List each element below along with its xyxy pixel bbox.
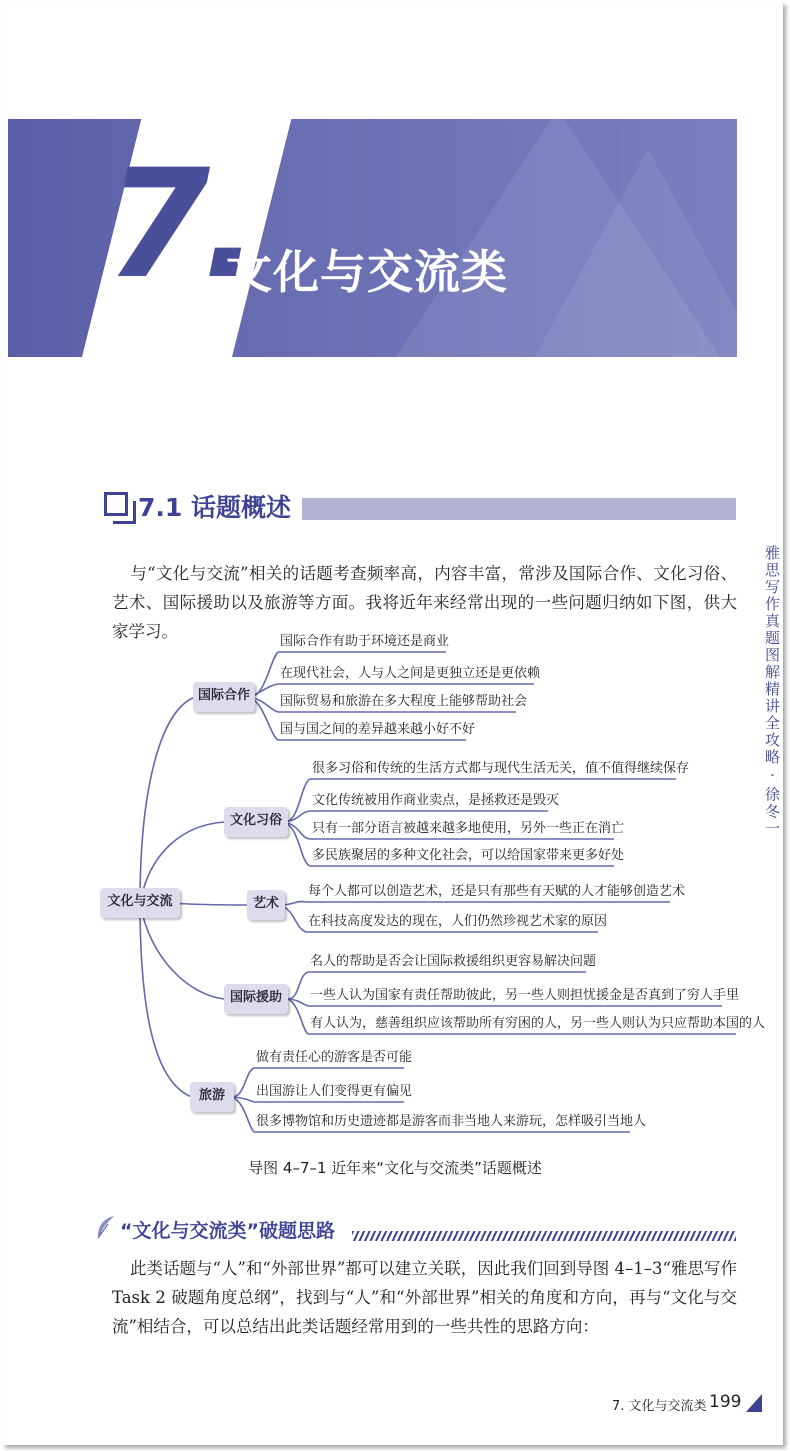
subsection-title: “文化与交流类”破题思路 xyxy=(120,1220,335,1242)
footer-chapter: 7. 文化与交流类 xyxy=(612,1399,707,1414)
subsection-hatch xyxy=(352,1231,736,1241)
section-bar xyxy=(302,498,736,520)
mindmap-leaf: 多民族聚居的多种文化社会，可以给国家带来更多好处 xyxy=(312,848,625,863)
chapter-title: 文化与交流类 xyxy=(226,245,508,299)
mindmap-branch: 文化习俗 xyxy=(224,807,288,837)
section-title: 7.1 话题概述 xyxy=(138,493,291,522)
feather-icon xyxy=(94,1214,118,1240)
mindmap-leaf: 国际贸易和旅游在多大程度上能够帮助社会 xyxy=(280,694,528,709)
mindmap-root: 文化与交流 xyxy=(100,888,180,918)
mindmap-leaf: 在现代社会，人与人之间是更独立还是更依赖 xyxy=(280,666,541,681)
mindmap-leaf: 有人认为，慈善组织应该帮助所有穷困的人，另一些人则认为只应帮助本国的人 xyxy=(310,1016,766,1031)
mindmap-branch: 国际合作 xyxy=(193,682,255,712)
side-book-title: 雅思写作真题图解精讲全攻略 · 徐冬一 xyxy=(763,545,781,838)
mindmap-leaf: 出国游让人们变得更有偏见 xyxy=(256,1084,413,1099)
mindmap-leaf: 文化传统被用作商业卖点，是拯救还是毁灭 xyxy=(312,793,560,808)
mindmap-leaf: 名人的帮助是否会让国际救援组织更容易解决问题 xyxy=(310,954,597,969)
mindmap-leaf: 只有一部分语言被越来越多地使用，另外一些正在消亡 xyxy=(312,821,625,836)
mindmap-leaf: 国与国之间的差异越来越小好不好 xyxy=(280,722,476,737)
figure-caption: 导图 4–7–1 近年来“文化与交流类”话题概述 xyxy=(248,1159,542,1177)
mindmap-branch: 国际援助 xyxy=(224,984,288,1014)
body-paragraph xyxy=(112,1254,737,1341)
banner-decoration xyxy=(528,149,737,357)
chapter-number: 7. xyxy=(106,138,252,312)
mindmap-leaf: 很多博物馆和历史遗迹都是游客而非当地人来游玩，怎样吸引当地人 xyxy=(256,1114,647,1129)
mindmap-leaf: 在科技高度发达的现在，人们仍然珍视艺术家的原因 xyxy=(308,914,608,929)
mindmap-leaf: 国际合作有助于环境还是商业 xyxy=(280,634,450,649)
page-number: 199 xyxy=(709,1392,742,1412)
footer-triangle-icon xyxy=(746,1394,762,1412)
section-square-icon xyxy=(104,492,128,516)
mindmap-leaf: 很多习俗和传统的生活方式都与现代生活无关，值不值得继续保存 xyxy=(312,761,690,776)
mindmap-branch: 旅游 xyxy=(190,1082,234,1112)
body-text: 此类话题与“人”和“外部世界”都可以建立关联，因此我们回到导图 4–1–3“雅思写作 Task 2 破题角度总纲”，找到与“人”和“外部世界”相关的角度和方向，再与“文化与交流”相结合，可以总结出此类话题经常用到的一些共性的思路方向： xyxy=(112,1259,737,1336)
mindmap-leaf: 每个人都可以创造艺术，还是只有那些有天赋的人才能够创造艺术 xyxy=(308,884,686,899)
mindmap-branch: 艺术 xyxy=(247,890,285,920)
mindmap-leaf: 做有责任心的游客是否可能 xyxy=(256,1050,413,1065)
intro-text: 与“文化与交流”相关的话题考查频率高，内容丰富，常涉及国际合作、文化习俗、艺术、国际援助以及旅游等方面。我将近年来经常出现的一些问题归纳如下图，供大家学习。 xyxy=(112,564,737,641)
mindmap-leaf: 一些人认为国家有责任帮助彼此，另一些人则担忧援金是否真到了穷人手里 xyxy=(310,988,740,1003)
